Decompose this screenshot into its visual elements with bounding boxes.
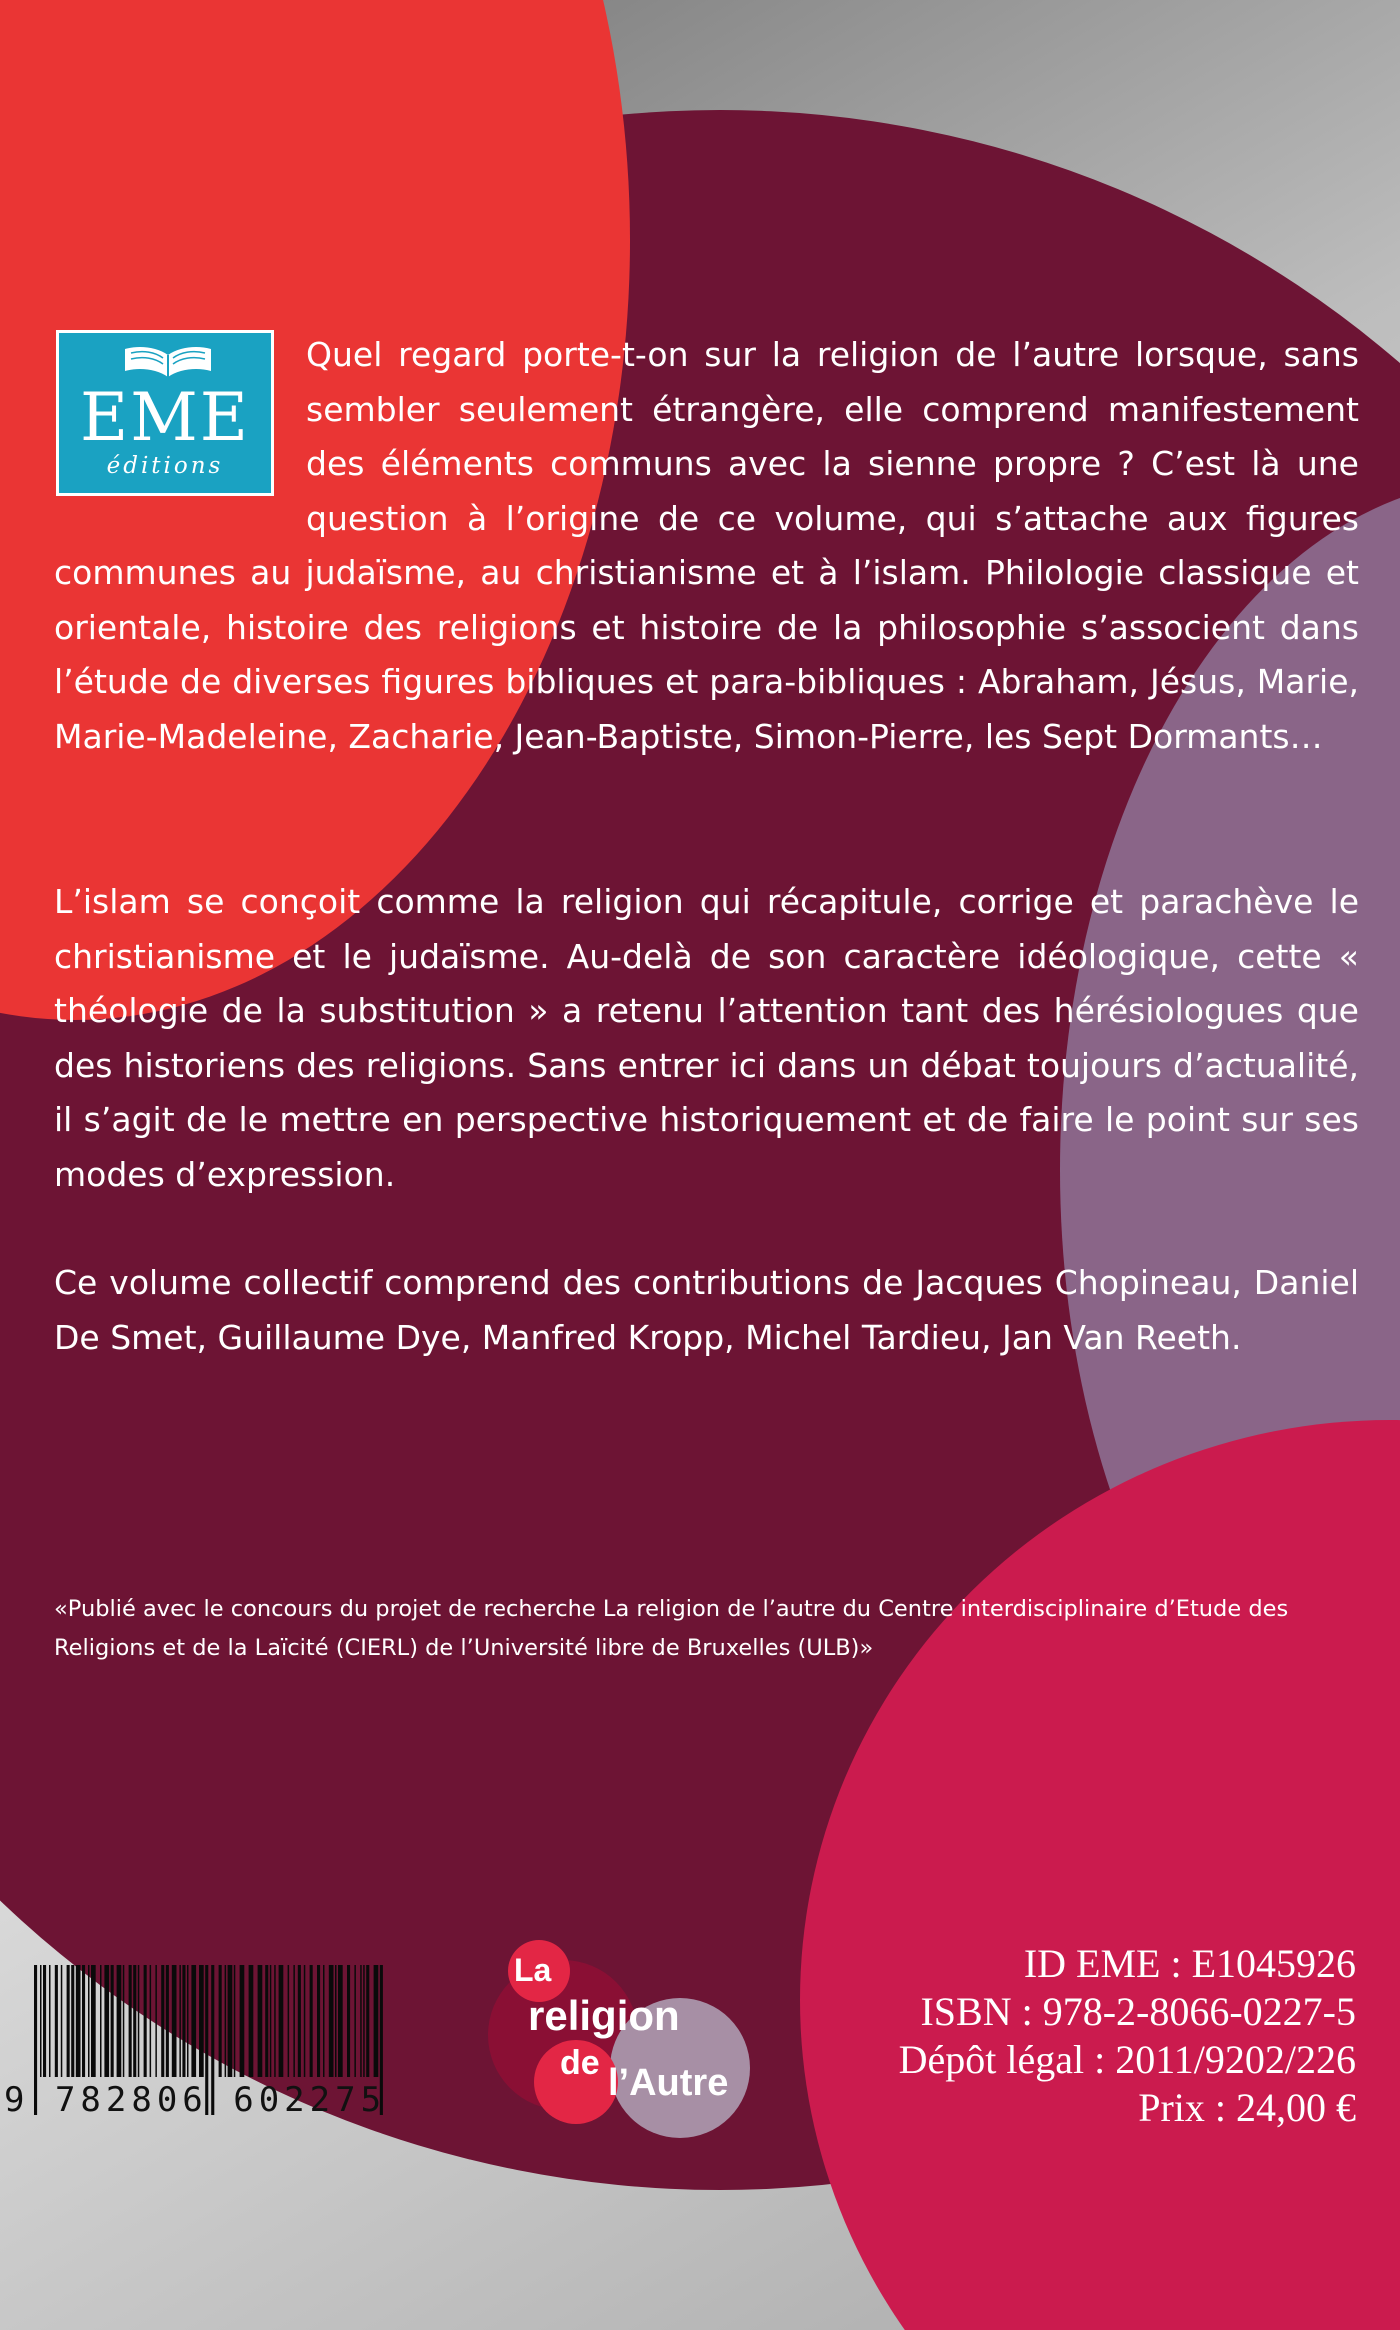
series-logo-word-religion: religion	[528, 1992, 680, 2039]
barcode-bar	[249, 1965, 254, 2077]
barcode-bar	[258, 1965, 263, 2077]
barcode-bar	[100, 1965, 102, 2077]
funding-note: «Publié avec le concours du projet de recherche La religion de l’autre du Centre interdisciplinaire d’Etude des Religions et de la Laïcité (CIERL) de l’Université libre de Bruxelles (ULB)»	[54, 1596, 1289, 1661]
barcode-bar	[219, 1965, 222, 2077]
logo-text-wrap-spacer	[54, 328, 306, 538]
barcode-bar	[347, 1965, 350, 2077]
barcode-bar	[363, 1965, 365, 2077]
barcode-bar	[199, 1965, 204, 2077]
barcode-bar	[71, 1965, 74, 2077]
barcode-bar	[335, 1965, 337, 2077]
barcode-bar	[111, 1965, 114, 2077]
barcode-bar	[274, 1965, 276, 2077]
barcode-bar	[67, 1965, 70, 2077]
barcode-bar	[123, 1965, 125, 2077]
barcode-bar	[338, 1965, 343, 2077]
barcode-bar	[55, 1965, 58, 2077]
barcode-bar	[329, 1965, 334, 2077]
barcode-bar	[293, 1965, 295, 2077]
barcode-bar	[270, 1965, 272, 2077]
price-line: Prix : 24,00 €	[1138, 2085, 1356, 2130]
barcode-bar	[310, 1965, 313, 2077]
barcode-bar	[240, 1965, 245, 2077]
id-eme-line: ID EME : E1045926	[1023, 1941, 1356, 1986]
barcode-digits: 9 782806 602275	[4, 2080, 387, 2120]
barcode-bar	[155, 1965, 157, 2077]
barcode-bar	[150, 1965, 152, 2077]
barcode-bar	[88, 1965, 90, 2077]
barcode-bar	[117, 1965, 122, 2077]
barcode-bar	[323, 1965, 325, 2077]
barcode-bar	[360, 1965, 362, 2077]
barcode-bar	[49, 1965, 51, 2077]
barcode-bar	[225, 1965, 227, 2077]
barcode-bar	[144, 1965, 147, 2077]
series-logo-word-la: La	[514, 1952, 552, 1988]
barcode-bar	[133, 1965, 136, 2077]
barcode-bar	[76, 1965, 81, 2077]
barcode-bar	[234, 1965, 236, 2077]
barcode-bar	[191, 1965, 196, 2077]
barcode-bar	[40, 1965, 42, 2077]
contributors-paragraph: Ce volume collectif comprend des contributions de Jacques Chopineau, Daniel De Smet, Guillaume Dye, Manfred Kropp, Michel Tardieu, Jan Van Reeth.	[54, 1263, 1359, 1357]
description-paragraph-2: L’islam se conçoit comme la religion qui récapitule, corrige et parachève le christianisme et le judaïsme. Au-delà de son caractère idéologique, cette « théologie de la substitution » a retenu l’attention tant des hérésiologues que des historiens des religions. Sans entrer ici dans un débat toujours d’actualité, il s’agit de le mettre en perspective historiquement et de faire le point sur ses modes d’expression.	[54, 882, 1359, 1194]
barcode-bar	[187, 1965, 189, 2077]
description-paragraph-1-text: Quel regard porte-t-on sur la religion de l’autre lorsque, sans sembler seulement étrangère, elle comprend manifestement des éléments communs avec la sienne propre ? C’est là une question à l’origine de ce volume, qui s’attache aux figures communes au judaïsme, au christianisme et à l’islam. Philologie classique et orientale, histoire des religions et histoire de la philosophie s’associent dans l’étude de diverses figures bibliques et para-bibliques : Abraham, Jésus, Marie, Marie-Madeleine, Zacharie, Jean-Baptiste, Simon-Pierre, les Sept Dormants…	[54, 335, 1359, 756]
series-logo-word-de: de	[560, 2044, 600, 2082]
barcode-bar	[265, 1965, 268, 2077]
barcode-bar	[166, 1965, 169, 2077]
eme-logo-letters: EME	[80, 379, 250, 456]
barcode-bar	[288, 1965, 290, 2077]
barcode-bar	[182, 1965, 185, 2077]
barcode-bar	[374, 1965, 379, 2077]
barcode-bar	[172, 1965, 177, 2077]
eme-logo-subtitle: éditions	[106, 453, 224, 479]
barcode-bar	[298, 1965, 301, 2077]
barcode-bar	[43, 1965, 46, 2077]
barcode-bar	[179, 1965, 181, 2077]
barcode-bar	[104, 1965, 109, 2077]
series-logo-la-religion-de-lautre	[480, 1940, 780, 2140]
barcode-bar	[129, 1965, 132, 2077]
barcode-bar	[279, 1965, 284, 2077]
legal-deposit-line: Dépôt légal : 2011/9202/226	[898, 2037, 1356, 2082]
publication-info	[796, 1940, 1356, 2132]
barcode-bar	[161, 1965, 164, 2077]
barcode-bar	[317, 1965, 320, 2077]
series-logo-word-autre: l’Autre	[608, 2062, 729, 2104]
barcode-bar	[228, 1965, 233, 2077]
barcode-bar	[61, 1965, 63, 2077]
barcode-bar	[82, 1965, 85, 2077]
barcode-bar	[91, 1965, 96, 2077]
isbn-line: ISBN : 978-2-8066-0227-5	[920, 1989, 1356, 2034]
description-paragraph-1	[54, 328, 1359, 764]
barcode-bar	[138, 1965, 140, 2077]
barcode-bar	[366, 1965, 369, 2077]
barcode-bar	[304, 1965, 306, 2077]
barcode-bar	[354, 1965, 356, 2077]
